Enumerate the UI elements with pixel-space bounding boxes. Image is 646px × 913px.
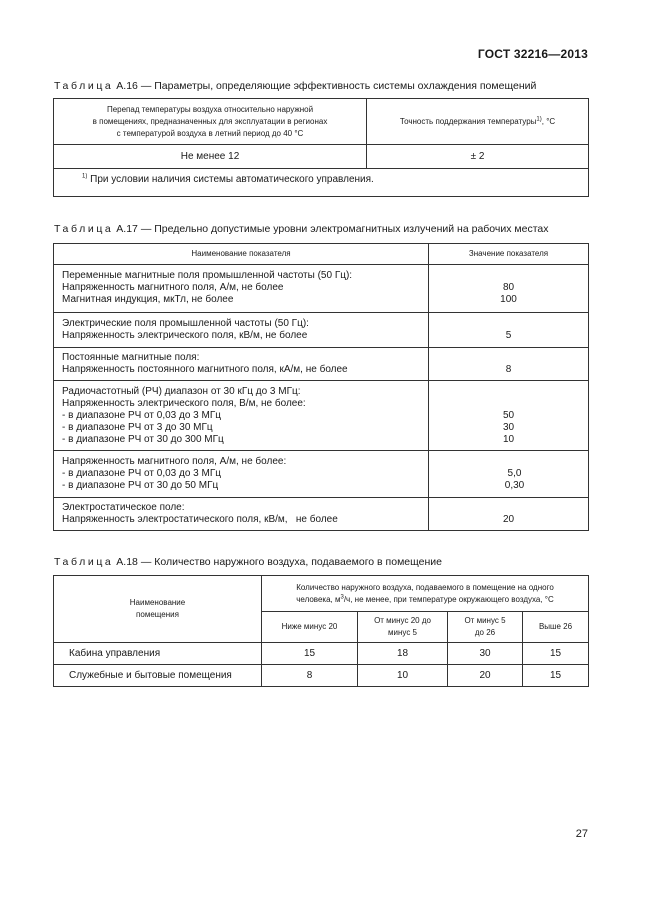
- row-value: 5: [505, 330, 512, 341]
- table18-cell: 8: [262, 665, 358, 687]
- row-value: 10: [502, 434, 515, 445]
- header-line: в помещениях, предназначенных для эксплуатации в регионах: [92, 116, 328, 126]
- caption-word: Таблица: [54, 556, 114, 568]
- table18-subheader: [358, 612, 448, 643]
- table16-value2: ± 2: [367, 145, 589, 169]
- table18-cell: 15: [523, 643, 589, 665]
- table16-value1: Не менее 12: [54, 145, 367, 169]
- table18-row-name: Служебные и бытовые помещения: [54, 665, 262, 687]
- row-line: Электрические поля промышленной частоты (50 Гц):: [62, 318, 309, 329]
- header-line: Перепад температуры воздуха относительно наружной: [106, 104, 314, 114]
- footnote-ref: 1): [536, 115, 542, 122]
- row-value: [429, 502, 588, 514]
- row-value: 80: [502, 282, 515, 293]
- header-line: помещения: [136, 610, 179, 619]
- caption-word: Таблица: [54, 80, 114, 92]
- row-line: Переменные магнитные поля промышленной частоты (50 Гц):: [62, 270, 353, 281]
- header-line: Ниже минус 20: [281, 622, 338, 631]
- row-value: [429, 318, 588, 330]
- table16-caption: [54, 80, 536, 92]
- table18-group-header: [262, 576, 589, 612]
- unit-exponent: 3: [340, 593, 344, 600]
- table17: [53, 243, 589, 531]
- table18-cell: 15: [523, 665, 589, 687]
- header-line: минус 5: [388, 628, 417, 637]
- caption-word: Таблица: [54, 223, 114, 235]
- table17-row-label: [54, 381, 429, 451]
- table18-subheader: [262, 612, 358, 643]
- header-line: Выше 26: [538, 622, 573, 631]
- table16-col1-header: [54, 99, 367, 145]
- table18-subheader: [448, 612, 523, 643]
- header-line: до 26: [474, 628, 496, 637]
- row-line: Напряженность электростатического поля, кВ/м, не более: [62, 514, 338, 525]
- row-line: Радиочастотный (РЧ) диапазон от 30 кГц до 3 МГц:: [62, 386, 301, 397]
- table18-cell: 30: [448, 643, 523, 665]
- row-line: Напряженность электрического поля, кВ/м, не более: [62, 330, 308, 341]
- row-line: Магнитная индукция, мкТл, не более: [62, 294, 234, 305]
- header-text: Точность поддержания температуры: [399, 116, 537, 126]
- table18-cell: 10: [358, 665, 448, 687]
- table17-row-label: [54, 348, 429, 381]
- table18-caption: [54, 556, 442, 568]
- row-line: - в диапазоне РЧ от 0,03 до 3 МГц: [62, 468, 221, 479]
- table-row: [54, 643, 589, 665]
- caption-text: А.16 — Параметры, определяющие эффективность системы охлаждения помещений: [116, 80, 537, 92]
- unit-text: человека, м: [296, 594, 341, 604]
- row-value: [429, 456, 588, 468]
- row-value: 30: [502, 422, 515, 433]
- standard-header: ГОСТ 32216—2013: [477, 47, 588, 61]
- row-line: - в диапазоне РЧ от 3 до 30 МГц: [62, 422, 213, 433]
- table18-cell: 15: [262, 643, 358, 665]
- header-line: [262, 594, 588, 606]
- table16: [53, 98, 589, 197]
- row-value: 20: [502, 514, 515, 525]
- table17-row-value: [429, 451, 589, 498]
- table17-row-value: [429, 313, 589, 348]
- row-line: - в диапазоне РЧ от 0,03 до 3 МГц: [62, 410, 221, 421]
- row-value: 8: [505, 364, 512, 375]
- table18-subheader: [523, 612, 589, 643]
- table17-row-value: [429, 265, 589, 313]
- row-value: [429, 270, 588, 282]
- table17-row-label: [54, 265, 429, 313]
- row-value: 100: [500, 294, 517, 305]
- table17-row-value: [429, 498, 589, 531]
- row-line: Напряженность магнитного поля, А/м, не более: [62, 282, 284, 293]
- row-line: Напряженность постоянного магнитного поля, кА/м, не более: [62, 364, 348, 375]
- row-line: Постоянные магнитные поля:: [62, 352, 200, 363]
- row-value: 5,0: [507, 468, 522, 479]
- table17-row-label: [54, 498, 429, 531]
- caption-text: А.18 — Количество наружного воздуха, подаваемого в помещение: [116, 556, 442, 568]
- table17-caption: [54, 223, 549, 235]
- row-line: - в диапазоне РЧ от 30 до 300 МГц: [62, 434, 224, 445]
- row-line: Напряженность электрического поля, В/м, не более:: [62, 398, 306, 409]
- header-line: От минус 20 до: [374, 616, 431, 625]
- table17-row-value: [429, 348, 589, 381]
- header-unit: , °С: [541, 116, 556, 126]
- page-number: 27: [575, 828, 588, 840]
- table-row: [54, 665, 589, 687]
- row-line: Напряженность магнитного поля, А/м, не более:: [62, 456, 287, 467]
- header-line: Наименование: [129, 598, 186, 607]
- table17-row-label: [54, 451, 429, 498]
- unit-text-rest: /ч, не менее, при температуре окружающего воздуха, °С: [343, 594, 554, 604]
- table18-row-name: Кабина управления: [54, 643, 262, 665]
- footnote-text: При условии наличия системы автоматического управления.: [90, 174, 374, 185]
- table18: [53, 575, 589, 687]
- row-value: 0,30: [504, 480, 525, 491]
- header-line: Количество наружного воздуха, подаваемого в помещение на одного: [296, 582, 554, 592]
- table18-col1-header: [54, 576, 262, 643]
- row-line: Электростатическое поле:: [62, 502, 185, 513]
- table18-cell: 20: [448, 665, 523, 687]
- row-value: 50: [502, 410, 515, 421]
- row-value: [429, 352, 588, 364]
- row-value: [429, 398, 588, 410]
- table16-col2-header: [367, 99, 589, 145]
- caption-text: А.17 — Предельно допустимые уровни электромагнитных излучений на рабочих местах: [116, 223, 549, 235]
- table17-row-value: [429, 381, 589, 451]
- table18-cell: 18: [358, 643, 448, 665]
- header-line: с температурой воздуха в летний период до 40 °С: [116, 128, 304, 138]
- row-line: - в диапазоне РЧ от 30 до 50 МГц: [62, 480, 219, 491]
- table17-col1-header: Наименование показателя: [54, 244, 429, 265]
- header-line: От минус 5: [464, 616, 506, 625]
- table16-footnote: [54, 169, 589, 197]
- table17-row-label: [54, 313, 429, 348]
- row-value: [429, 386, 588, 398]
- footnote-mark: 1): [82, 173, 88, 180]
- table17-col2-header: Значение показателя: [429, 244, 589, 265]
